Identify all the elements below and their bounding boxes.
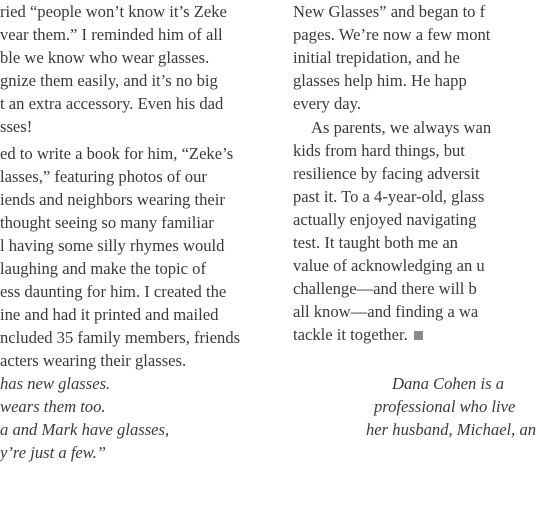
body-text-line: kids from hard things, but bbox=[293, 141, 465, 160]
end-of-article-mark bbox=[414, 331, 423, 340]
body-text-line: ncluded 35 family members, friends bbox=[0, 328, 241, 347]
rhyme-line: wears them too. bbox=[0, 397, 106, 416]
body-text-line: challenge—and there will b bbox=[293, 279, 477, 298]
body-text-line: pages. We’re now a few mont bbox=[293, 25, 491, 44]
author-bio-line: her husband, Michael, an bbox=[366, 420, 536, 439]
author-bio-line: Dana Cohen is a bbox=[392, 374, 505, 393]
body-text-line: iends and neighbors wearing their bbox=[0, 190, 225, 209]
body-text-line: lasses,” featuring photos of our bbox=[0, 167, 207, 186]
body-text-line: gnize them easily, and it’s no big bbox=[0, 71, 218, 90]
body-text-line: ess daunting for him. I created the bbox=[0, 282, 227, 301]
body-text-line: sses! bbox=[0, 117, 33, 136]
body-text-line: acters wearing their glasses. bbox=[0, 351, 187, 370]
body-text-line: initial trepidation, and he bbox=[293, 48, 460, 67]
body-text-line: past it. To a 4-year-old, glass bbox=[293, 187, 485, 206]
body-text-line: resilience by facing adversit bbox=[293, 164, 480, 183]
rhyme-line: a and Mark have glasses, bbox=[0, 420, 170, 439]
body-text-line: ine and had it printed and mailed bbox=[0, 305, 219, 324]
body-text-line: ed to write a book for him, “Zeke’s bbox=[0, 144, 234, 163]
body-text-line: glasses help him. He happ bbox=[293, 71, 467, 90]
body-text-line: vear them.” I reminded him of all bbox=[0, 25, 223, 44]
body-text-line: ble we know who wear glasses. bbox=[0, 48, 210, 67]
body-text: tackle it together. bbox=[293, 325, 408, 344]
rhyme-line: has new glasses. bbox=[0, 374, 111, 393]
body-text-line: t an extra accessory. Even his dad bbox=[0, 94, 224, 113]
body-text-line: value of acknowledging an u bbox=[293, 256, 485, 275]
body-text-line: l having some silly rhymes would bbox=[0, 236, 225, 255]
body-text-line: As parents, we always wan bbox=[311, 118, 492, 137]
body-text-line: thought seeing so many familiar bbox=[0, 213, 214, 232]
body-text-line-last bbox=[293, 327, 423, 344]
author-bio-line: professional who live bbox=[374, 397, 516, 416]
body-text-line: all know—and finding a wa bbox=[293, 302, 479, 321]
body-text-line: New Glasses” and began to f bbox=[293, 2, 486, 21]
body-text-line: laughing and make the topic of bbox=[0, 259, 206, 278]
body-text-line: every day. bbox=[293, 94, 362, 113]
body-text-line: test. It taught both me an bbox=[293, 233, 458, 252]
body-text-line: actually enjoyed navigating bbox=[293, 210, 477, 229]
body-text-line: ried “people won’t know it’s Zeke bbox=[0, 2, 227, 21]
rhyme-line: y’re just a few.” bbox=[0, 443, 107, 462]
